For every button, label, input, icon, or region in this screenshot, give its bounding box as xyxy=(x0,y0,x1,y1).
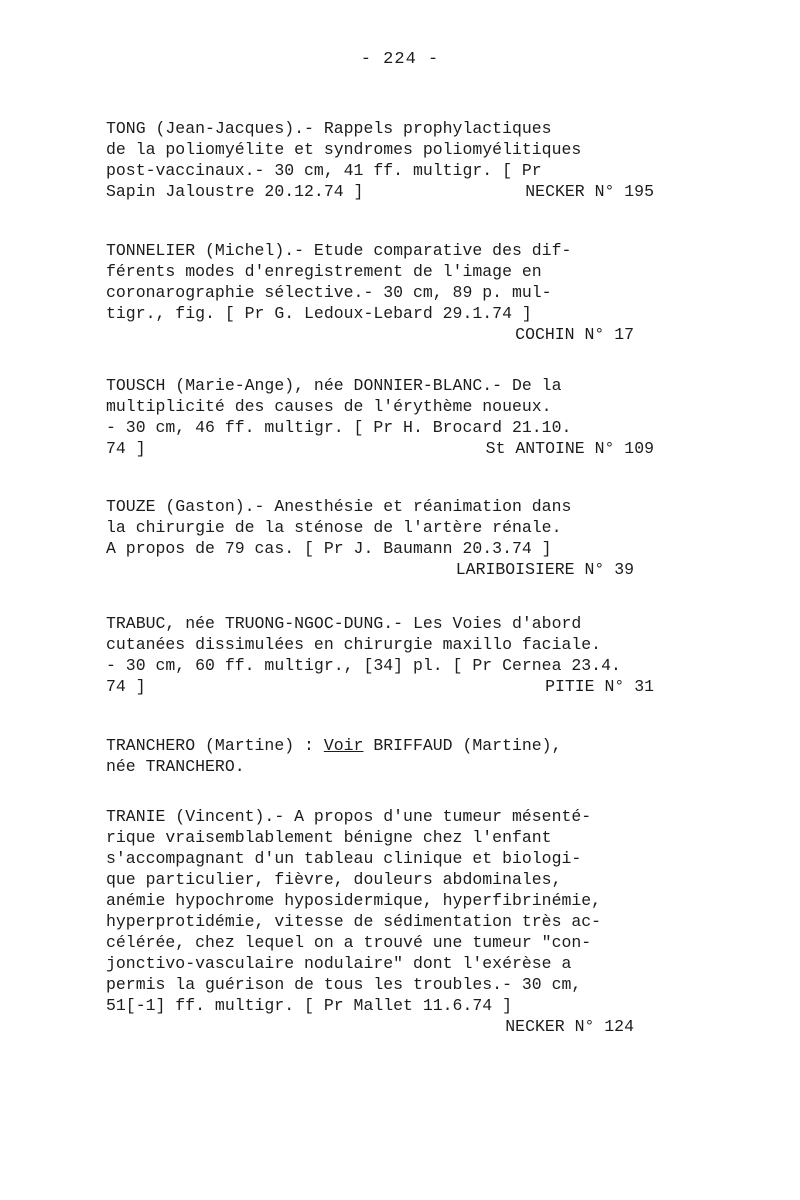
entry-line: 74 ] xyxy=(106,677,146,696)
entry-line: post-vaccinaux.- 30 cm, 41 ff. multigr. [ Pr xyxy=(106,161,542,180)
entry-line: née TRANCHERO. xyxy=(106,757,245,776)
bibliography-entry-tonnelier xyxy=(106,240,666,345)
library-reference: St ANTOINE N° 109 xyxy=(485,439,654,458)
entry-line: la chirurgie de la sténose de l'artère rénale. xyxy=(106,518,562,537)
entry-line: de la poliomyélite et syndromes poliomyélitiques xyxy=(106,140,582,159)
entry-line: TRANIE (Vincent).- A propos d'une tumeur mésenté- xyxy=(106,807,592,826)
entry-line: TOUZE (Gaston).- Anesthésie et réanimation dans xyxy=(106,497,572,516)
page-number: - 224 - xyxy=(360,50,440,69)
entry-line: - 30 cm, 46 ff. multigr. [ Pr H. Brocard 21.10. xyxy=(106,418,572,437)
entry-line: jonctivo-vasculaire nodulaire" dont l'exérèse a xyxy=(106,954,572,973)
entry-line: hyperprotidémie, vitesse de sédimentation très ac- xyxy=(106,912,602,931)
entry-line: multiplicité des causes de l'érythème noueux. xyxy=(106,397,552,416)
entry-line: TONG (Jean-Jacques).- Rappels prophylactiques xyxy=(106,119,552,138)
entry-line: cutanées dissimulées en chirurgie maxillo faciale. xyxy=(106,635,602,654)
library-reference: LARIBOISIERE N° 39 xyxy=(455,560,634,579)
entry-line: rique vraisemblablement bénigne chez l'enfant xyxy=(106,828,552,847)
entry-line: - 30 cm, 60 ff. multigr., [34] pl. [ Pr Cernea 23.4. xyxy=(106,656,621,675)
entry-line: coronarographie sélective.- 30 cm, 89 p. mul- xyxy=(106,283,552,302)
entry-line: que particulier, fièvre, douleurs abdominales, xyxy=(106,870,562,889)
bibliography-entry-tousch xyxy=(106,375,666,459)
library-reference: NECKER N° 124 xyxy=(505,1017,634,1036)
entry-line: anémie hypochrome hyposidermique, hyperfibrinémie, xyxy=(106,891,602,910)
bibliography-entry-tranchero xyxy=(106,735,666,777)
library-reference: NECKER N° 195 xyxy=(525,182,654,201)
entry-line: 74 ] xyxy=(106,439,146,458)
bibliography-entry-tong xyxy=(106,118,666,202)
entry-line: 51[-1] ff. multigr. [ Pr Mallet 11.6.74 ] xyxy=(106,996,512,1015)
entry-line: TOUSCH (Marie-Ange), née DONNIER-BLANC.- De la xyxy=(106,376,562,395)
bibliography-entry-touze xyxy=(106,496,666,580)
entry-line: férents modes d'enregistrement de l'image en xyxy=(106,262,542,281)
entry-line: s'accompagnant d'un tableau clinique et biologi- xyxy=(106,849,582,868)
entry-line: tigr., fig. [ Pr G. Ledoux-Lebard 29.1.74 ] xyxy=(106,304,532,323)
entry-line: TONNELIER (Michel).- Etude comparative des dif- xyxy=(106,241,572,260)
entry-line: Sapin Jaloustre 20.12.74 ] xyxy=(106,182,364,201)
entry-text: BRIFFAUD (Martine), xyxy=(363,736,562,755)
entry-line: TRABUC, née TRUONG-NGOC-DUNG.- Les Voies d'abord xyxy=(106,614,582,633)
entry-line: A propos de 79 cas. [ Pr J. Baumann 20.3.74 ] xyxy=(106,539,552,558)
library-reference: PITIE N° 31 xyxy=(545,677,654,696)
entry-text: TRANCHERO (Martine) : xyxy=(106,736,324,755)
entry-last-row xyxy=(106,676,666,697)
entry-last-row xyxy=(106,438,666,459)
entry-line: permis la guérison de tous les troubles.- 30 cm, xyxy=(106,975,582,994)
see-also-link: Voir xyxy=(323,736,364,755)
entry-line: célérée, chez lequel on a trouvé une tumeur "con- xyxy=(106,933,592,952)
library-reference: COCHIN N° 17 xyxy=(515,325,634,344)
entry-line xyxy=(106,735,666,756)
entry-last-row xyxy=(106,181,666,202)
bibliography-entry-trabuc xyxy=(106,613,666,697)
bibliography-entry-tranie xyxy=(106,806,666,1037)
